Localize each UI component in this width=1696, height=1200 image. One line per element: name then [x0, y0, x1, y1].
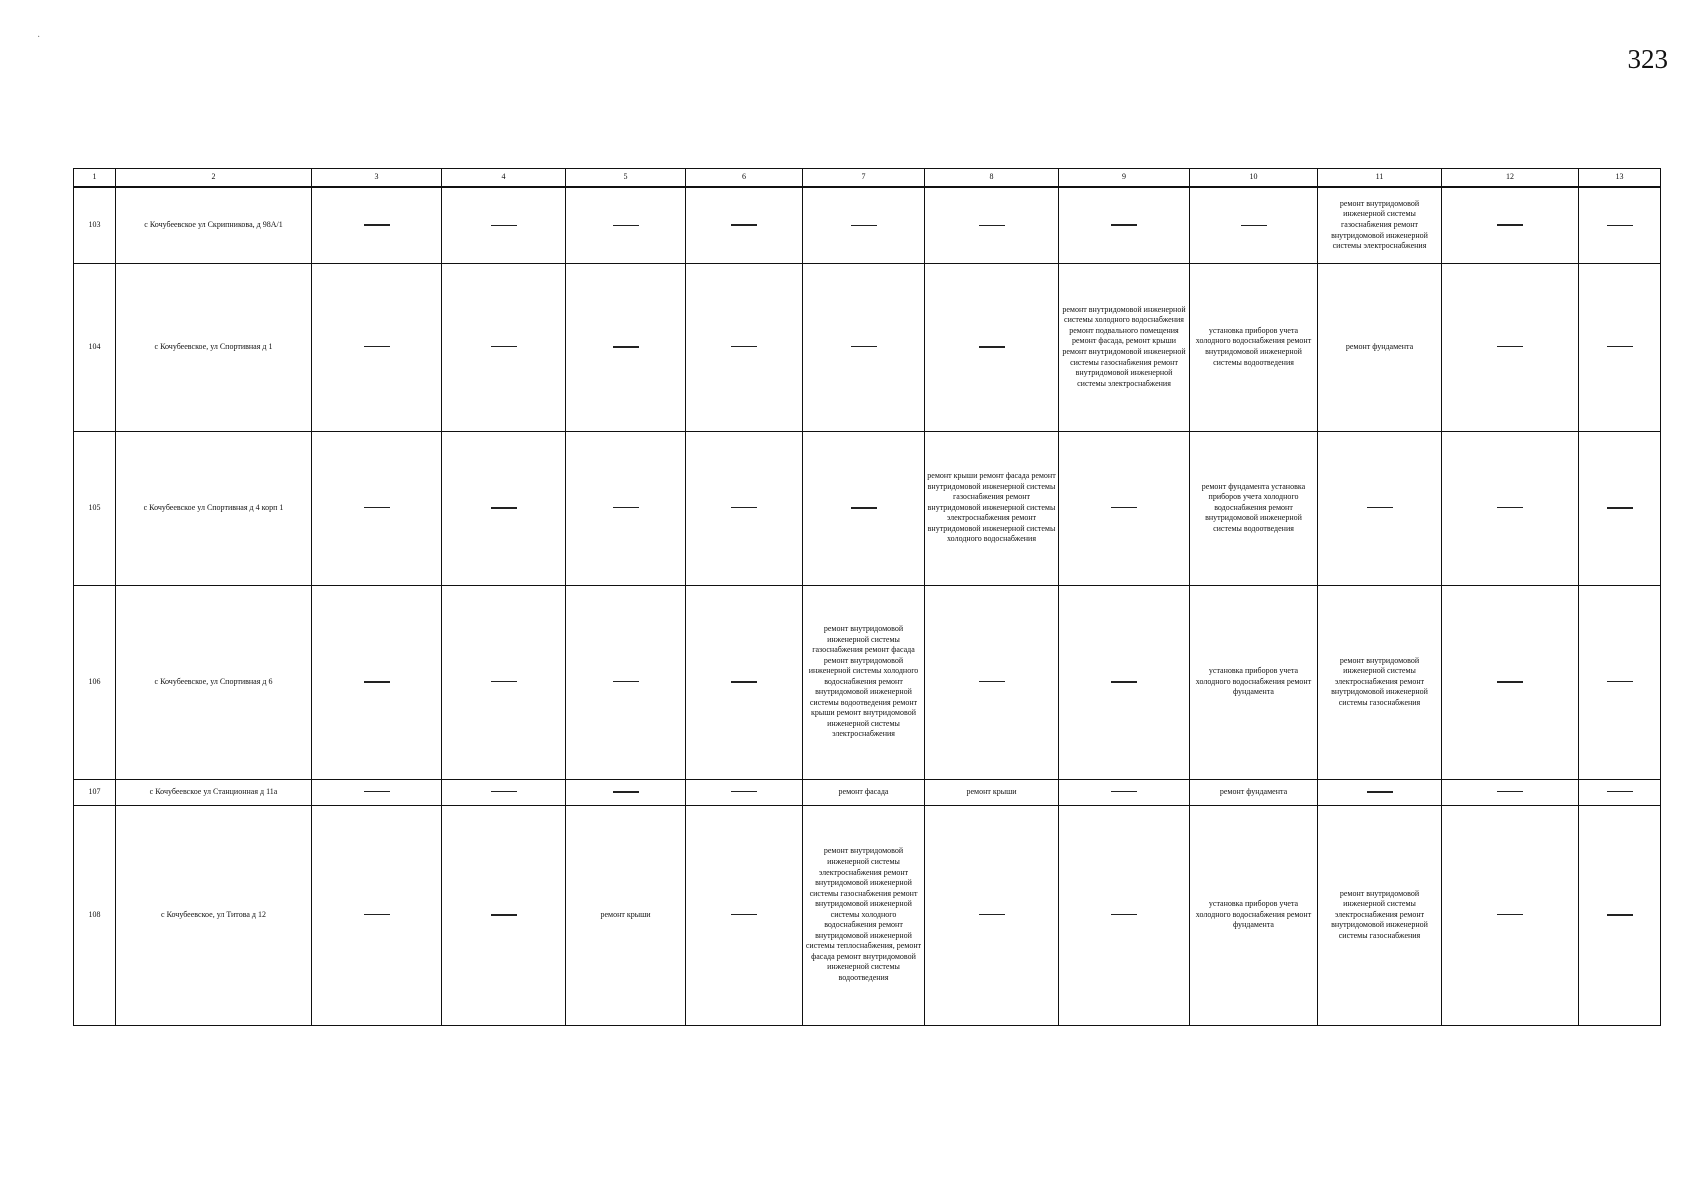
work-description: ремонт фасада — [838, 786, 889, 796]
dash-mark — [364, 681, 390, 683]
empty-dash-cell — [925, 187, 1059, 263]
empty-dash-cell — [686, 585, 803, 779]
address-cell: с Кочубеевское ул Скрипникова, д 98А/1 — [116, 187, 312, 263]
work-description: ремонт фундамента установка приборов учета холодного водоснабжения ремонт внутридомовой инженерной системы водоотведения — [1201, 481, 1306, 533]
work-description: ремонт внутридомовой инженерной системы электроснабжения ремонт внутридомовой инженерной системы газоснабжения — [1331, 655, 1428, 707]
row-number: 107 — [74, 779, 116, 805]
dash-mark — [1111, 507, 1137, 508]
column-header: 10 — [1190, 169, 1318, 188]
dash-mark — [613, 507, 639, 508]
empty-dash-cell — [312, 431, 442, 585]
empty-dash-cell — [1059, 779, 1190, 805]
work-description-cell — [1318, 187, 1442, 263]
dash-mark — [1607, 914, 1633, 916]
empty-dash-cell — [803, 431, 925, 585]
empty-dash-cell — [1579, 585, 1661, 779]
empty-dash-cell — [1442, 805, 1579, 1025]
dash-mark — [1367, 791, 1393, 793]
dash-mark — [613, 346, 639, 348]
row-number: 105 — [74, 431, 116, 585]
row-number: 104 — [74, 263, 116, 431]
dash-mark — [1607, 791, 1633, 792]
column-header: 4 — [442, 169, 566, 188]
empty-dash-cell — [1442, 779, 1579, 805]
dash-mark — [613, 681, 639, 682]
dash-mark — [1497, 507, 1523, 508]
dash-mark — [364, 224, 390, 226]
column-header: 2 — [116, 169, 312, 188]
table-row — [74, 431, 1661, 585]
empty-dash-cell — [1318, 431, 1442, 585]
empty-dash-cell — [1442, 187, 1579, 263]
dash-mark — [1111, 791, 1137, 792]
empty-dash-cell — [442, 805, 566, 1025]
dash-mark — [851, 225, 877, 226]
dash-mark — [1497, 224, 1523, 226]
work-description: ремонт внутридомовой инженерной системы холодного водоснабжения ремонт подвального помещения ремонт фасада, ремонт крыши ремонт внутридомовой инженерной системы газоснабжения ремонт внутридомовой инженерной системы электроснабжения — [1062, 304, 1186, 388]
dash-mark — [731, 224, 757, 226]
empty-dash-cell — [312, 779, 442, 805]
column-header: 12 — [1442, 169, 1579, 188]
empty-dash-cell — [1442, 263, 1579, 431]
stray-mark: · — [37, 32, 41, 43]
empty-dash-cell — [1059, 431, 1190, 585]
dash-mark — [613, 791, 639, 793]
empty-dash-cell — [566, 585, 686, 779]
repair-schedule-table — [73, 168, 1661, 1026]
dash-mark — [1607, 507, 1633, 509]
empty-dash-cell — [1579, 263, 1661, 431]
work-description-cell — [1059, 263, 1190, 431]
work-description-cell — [925, 779, 1059, 805]
address-cell: с Кочубеевское ул Спортивная д 4 корп 1 — [116, 431, 312, 585]
dash-mark — [1607, 681, 1633, 682]
work-description: ремонт крыши — [600, 909, 651, 919]
row-number: 103 — [74, 187, 116, 263]
dash-mark — [1241, 225, 1267, 226]
work-description-cell — [1190, 263, 1318, 431]
dash-mark — [364, 346, 390, 347]
dash-mark — [731, 507, 757, 508]
work-description: ремонт фундамента — [1345, 341, 1414, 351]
dash-mark — [851, 507, 877, 509]
work-description: ремонт фундамента — [1219, 786, 1288, 796]
dash-mark — [491, 225, 517, 226]
work-description: ремонт крыши — [966, 786, 1017, 796]
work-description-cell — [803, 805, 925, 1025]
work-description: ремонт внутридомовой инженерной системы газоснабжения ремонт внутридомовой инженерной системы электроснабжения — [1331, 198, 1428, 251]
column-header: 11 — [1318, 169, 1442, 188]
work-description: установка приборов учета холодного водоснабжения ремонт внутридомовой инженерной системы водоотведения — [1195, 325, 1312, 367]
empty-dash-cell — [1190, 187, 1318, 263]
work-description-cell — [1318, 263, 1442, 431]
work-description-cell — [1190, 805, 1318, 1025]
dash-mark — [491, 791, 517, 792]
work-description-cell — [803, 779, 925, 805]
work-description-cell — [1190, 431, 1318, 585]
dash-mark — [613, 225, 639, 226]
column-header: 9 — [1059, 169, 1190, 188]
empty-dash-cell — [566, 431, 686, 585]
work-description-cell — [1318, 585, 1442, 779]
work-description: установка приборов учета холодного водоснабжения ремонт фундамента — [1195, 666, 1312, 697]
work-description-cell — [566, 805, 686, 1025]
column-header: 3 — [312, 169, 442, 188]
table-row — [74, 805, 1661, 1025]
address-cell: с Кочубеевское, ул Титова д 12 — [116, 805, 312, 1025]
dash-mark — [979, 225, 1005, 226]
dash-mark — [491, 914, 517, 916]
dash-mark — [364, 791, 390, 792]
column-header: 5 — [566, 169, 686, 188]
dash-mark — [1607, 346, 1633, 347]
work-description: ремонт внутридомовой инженерной системы газоснабжения ремонт фасада ремонт внутридомовой инженерной системы холодного водоснабжения ремонт внутридомовой инженерной системы водоотведения ремонт крыши ремонт внутридомовой инженерной системы электроснабжения — [808, 623, 919, 739]
empty-dash-cell — [686, 779, 803, 805]
dash-mark — [851, 346, 877, 347]
table-row — [74, 187, 1661, 263]
work-description: ремонт внутридомовой инженерной системы электроснабжения ремонт внутридомовой инженерной системы газоснабжения ремонт внутридомовой инженерной системы холодного водоснабжения ремонт внутридомовой инженерной системы теплоснабжения, ремонт фасада ремонт внутридомовой инженерной системы водоотведения — [805, 846, 922, 982]
empty-dash-cell — [686, 187, 803, 263]
empty-dash-cell — [566, 779, 686, 805]
work-description: ремонт внутридомовой инженерной системы электроснабжения ремонт внутридомовой инженерной системы газоснабжения — [1331, 888, 1428, 940]
dash-mark — [1111, 914, 1137, 915]
empty-dash-cell — [1318, 779, 1442, 805]
column-header: 1 — [74, 169, 116, 188]
address-cell: с Кочубеевское, ул Спортивная д 6 — [116, 585, 312, 779]
dash-mark — [979, 681, 1005, 682]
table-row — [74, 263, 1661, 431]
empty-dash-cell — [1579, 431, 1661, 585]
row-number: 106 — [74, 585, 116, 779]
dash-mark — [1111, 681, 1137, 683]
dash-mark — [1497, 346, 1523, 347]
empty-dash-cell — [803, 263, 925, 431]
column-header: 8 — [925, 169, 1059, 188]
dash-mark — [1607, 225, 1633, 226]
empty-dash-cell — [442, 263, 566, 431]
empty-dash-cell — [1442, 585, 1579, 779]
row-number: 108 — [74, 805, 116, 1025]
dash-mark — [491, 507, 517, 509]
dash-mark — [1497, 791, 1523, 792]
dash-mark — [731, 681, 757, 683]
dash-mark — [731, 346, 757, 347]
empty-dash-cell — [312, 187, 442, 263]
empty-dash-cell — [686, 431, 803, 585]
dash-mark — [491, 346, 517, 347]
dash-mark — [731, 791, 757, 792]
column-header: 7 — [803, 169, 925, 188]
empty-dash-cell — [1059, 187, 1190, 263]
address-cell: с Кочубеевское, ул Спортивная д 1 — [116, 263, 312, 431]
dash-mark — [979, 914, 1005, 915]
empty-dash-cell — [1579, 805, 1661, 1025]
dash-mark — [1367, 507, 1393, 508]
work-description-cell — [1190, 585, 1318, 779]
empty-dash-cell — [803, 187, 925, 263]
work-description-cell — [803, 585, 925, 779]
empty-dash-cell — [1579, 187, 1661, 263]
dash-mark — [731, 914, 757, 915]
empty-dash-cell — [686, 263, 803, 431]
dash-mark — [364, 914, 390, 915]
work-description-cell — [925, 431, 1059, 585]
empty-dash-cell — [686, 805, 803, 1025]
column-header: 6 — [686, 169, 803, 188]
empty-dash-cell — [925, 263, 1059, 431]
empty-dash-cell — [442, 187, 566, 263]
page-number: 323 — [1627, 44, 1668, 74]
column-header: 13 — [1579, 169, 1661, 188]
empty-dash-cell — [1059, 585, 1190, 779]
empty-dash-cell — [442, 779, 566, 805]
empty-dash-cell — [442, 585, 566, 779]
dash-mark — [1497, 914, 1523, 915]
work-description: ремонт крыши ремонт фасада ремонт внутридомовой инженерной системы газоснабжения ремонт внутридомовой инженерной системы электроснабжения ремонт внутридомовой инженерной системы холодного водоснабжения — [927, 471, 1056, 544]
empty-dash-cell — [566, 187, 686, 263]
empty-dash-cell — [312, 585, 442, 779]
table-row — [74, 585, 1661, 779]
work-description-cell — [1318, 805, 1442, 1025]
dash-mark — [364, 507, 390, 508]
empty-dash-cell — [442, 431, 566, 585]
empty-dash-cell — [312, 805, 442, 1025]
work-description: установка приборов учета холодного водоснабжения ремонт фундамента — [1195, 899, 1312, 930]
empty-dash-cell — [566, 263, 686, 431]
address-cell: с Кочубеевское ул Станционная д 11а — [116, 779, 312, 805]
empty-dash-cell — [312, 263, 442, 431]
empty-dash-cell — [1442, 431, 1579, 585]
empty-dash-cell — [1579, 779, 1661, 805]
work-description-cell — [1190, 779, 1318, 805]
empty-dash-cell — [925, 805, 1059, 1025]
table-row — [74, 779, 1661, 805]
dash-mark — [1111, 224, 1137, 226]
dash-mark — [491, 681, 517, 682]
dash-mark — [979, 346, 1005, 348]
empty-dash-cell — [1059, 805, 1190, 1025]
empty-dash-cell — [925, 585, 1059, 779]
table-body — [74, 187, 1661, 1025]
header-row — [74, 169, 1661, 188]
dash-mark — [1497, 681, 1523, 683]
